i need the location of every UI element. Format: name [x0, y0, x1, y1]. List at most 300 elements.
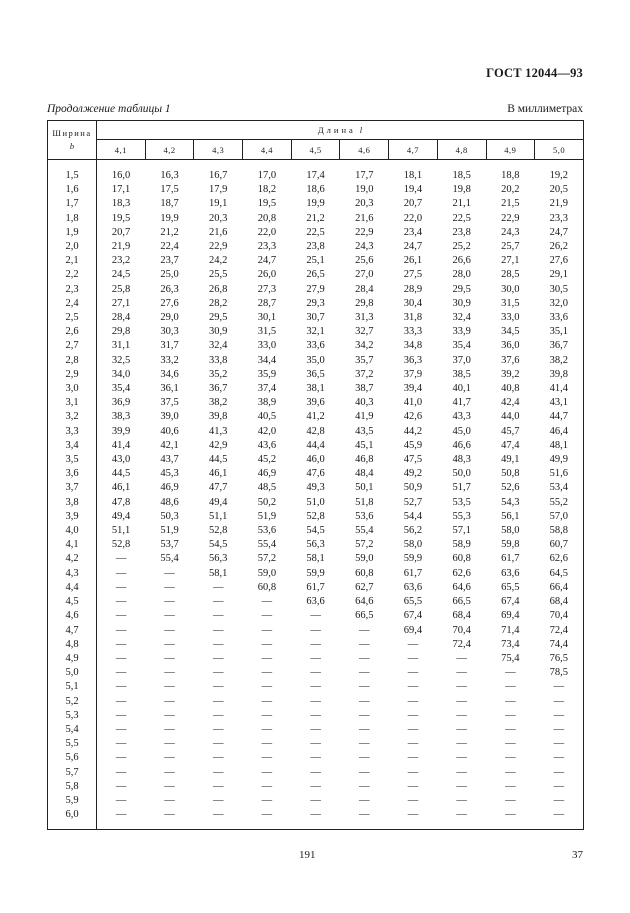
table-cell: 34,8: [403, 340, 423, 352]
table-cell: 69,4: [403, 624, 423, 636]
table-cell: 34,5: [501, 326, 520, 338]
table-cell: 54,5: [306, 525, 325, 537]
table-cell: 35,4: [452, 340, 471, 352]
table-row: [48, 808, 584, 822]
table-cell: 27,1: [501, 255, 520, 267]
table-cell: 53,6: [355, 510, 374, 522]
width-value: 2,4: [48, 297, 97, 311]
table-cell: 50,9: [403, 482, 423, 494]
table-row: [48, 581, 584, 595]
table-cell: 25,8: [111, 283, 131, 295]
table-cell: 25,6: [355, 255, 374, 267]
table-cell: —: [261, 709, 273, 721]
table-cell: 23,7: [160, 255, 179, 267]
table-cell: 70,4: [535, 609, 584, 623]
table-caption: Продолжение таблицы 1: [47, 103, 171, 115]
table-cell: 28,2: [209, 297, 228, 309]
table-cell: 33,9: [452, 326, 471, 338]
column-header: 4,6: [340, 140, 389, 160]
page-number-right: 37: [572, 849, 583, 861]
table-cell: 35,9: [257, 368, 277, 380]
table-cell: —: [505, 794, 516, 806]
table-cell: 24,5: [111, 269, 131, 281]
table-cell: 16,3: [160, 170, 179, 181]
table-cell: 38,1: [306, 383, 325, 395]
table-cell: 43,1: [535, 396, 584, 410]
table-cell: 51,9: [257, 510, 277, 522]
table-cell: 41,4: [535, 382, 584, 396]
table-cell: 21,9: [535, 197, 584, 211]
table-cell: —: [164, 709, 175, 721]
table-cell: 76,5: [535, 652, 584, 666]
table-cell: 30,3: [160, 326, 179, 338]
table-cell: 38,2: [535, 354, 584, 368]
width-value: 4,3: [48, 567, 97, 581]
table-cell: —: [261, 667, 273, 679]
table-cell: 55,4: [355, 525, 374, 537]
table-cell: —: [407, 638, 419, 650]
table-cell: 18,6: [306, 184, 325, 196]
table-cell: 45,0: [452, 425, 471, 437]
table-row: [48, 652, 584, 666]
table-cell: 44,5: [111, 468, 131, 480]
table-cell: 39,8: [209, 411, 228, 423]
table-cell: —: [212, 681, 224, 693]
table-cell: —: [359, 723, 370, 735]
table-cell: —: [164, 652, 175, 664]
table-cell: 56,3: [209, 553, 228, 565]
width-value: 5,0: [48, 666, 97, 680]
table-cell: 68,4: [535, 595, 584, 609]
table-cell: —: [164, 752, 175, 764]
table-cell: 36,1: [160, 383, 179, 395]
table-cell: 47,7: [209, 482, 228, 494]
table-cell: —: [505, 752, 516, 764]
table-cell: 52,8: [111, 539, 131, 551]
table-cell: 32,7: [355, 326, 374, 338]
table-cell: 37,2: [355, 368, 374, 380]
width-value: 4,7: [48, 624, 97, 638]
table-cell: 30,1: [257, 312, 277, 324]
table-cell: —: [164, 610, 175, 622]
table-cell: 49,3: [306, 482, 325, 494]
table-cell: 21,1: [452, 198, 471, 210]
column-header: 4,2: [145, 140, 194, 160]
table-cell: 66,4: [535, 581, 584, 595]
width-value: 2,3: [48, 283, 97, 297]
width-symbol: b: [69, 141, 75, 151]
table-cell: 21,2: [160, 226, 179, 238]
table-cell: 47,5: [403, 454, 423, 466]
table-cell: 46,6: [452, 439, 471, 451]
table-cell: 19,8: [452, 184, 471, 196]
width-value: 3,8: [48, 496, 97, 510]
width-value: 5,2: [48, 695, 97, 709]
table-cell: 61,7: [403, 567, 423, 579]
spacer-cell: [194, 822, 243, 830]
table-cell: —: [115, 610, 127, 622]
table-cell: —: [212, 581, 224, 593]
table-cell: 43,5: [355, 425, 374, 437]
table-cell: 68,4: [452, 610, 471, 622]
table-cell: —: [261, 723, 273, 735]
table-cell: —: [505, 766, 516, 778]
table-cell: 27,9: [306, 283, 325, 295]
table-cell: —: [407, 695, 419, 707]
table-cell: 29,5: [452, 283, 471, 295]
table-cell: —: [115, 553, 127, 565]
table-row: [48, 169, 584, 183]
table-cell: 21,2: [306, 212, 325, 224]
table-cell: —: [261, 766, 273, 778]
table-cell: —: [310, 652, 321, 664]
table-cell: 53,6: [257, 525, 277, 537]
table-cell: 16,7: [209, 170, 228, 181]
table-cell: 73,4: [501, 638, 520, 650]
width-value: 4,8: [48, 638, 97, 652]
table-cell: 38,3: [111, 411, 131, 423]
length-label: Длина: [317, 125, 356, 135]
table-cell: 32,5: [111, 354, 131, 366]
table-row: [48, 339, 584, 353]
table-cell: 20,3: [355, 198, 374, 210]
table-cell: —: [407, 809, 419, 821]
table-cell: —: [212, 652, 224, 664]
table-row: [48, 368, 584, 382]
table-cell: 26,6: [452, 255, 471, 267]
table-cell: —: [456, 738, 467, 750]
table-cell: 69,4: [501, 610, 520, 622]
table-cell: 35,2: [209, 368, 228, 380]
table-cell: 22,9: [355, 226, 374, 238]
table-cell: 52,6: [501, 482, 520, 494]
table-cell: 49,9: [535, 453, 584, 467]
table-cell: —: [535, 794, 584, 808]
spacer-cell: [437, 822, 486, 830]
table-cell: 22,4: [160, 241, 179, 253]
table-cell: —: [310, 809, 321, 821]
table-cell: 24,3: [355, 241, 374, 253]
table-cell: 33,6: [306, 340, 325, 352]
table-row: [48, 467, 584, 481]
table-cell: —: [505, 780, 516, 792]
table-cell: 26,1: [403, 255, 423, 267]
table-row: [48, 567, 584, 581]
table-cell: 60,8: [452, 553, 471, 565]
table-cell: —: [115, 780, 127, 792]
table-cell: 55,4: [160, 553, 179, 565]
table-cell: 36,7: [535, 339, 584, 353]
table-row: [48, 212, 584, 226]
table-cell: 39,9: [111, 425, 131, 437]
table-cell: —: [359, 780, 370, 792]
table-cell: —: [535, 695, 584, 709]
spacer-cell: [48, 160, 97, 170]
table-cell: 16,0: [111, 170, 131, 181]
table-cell: 67,4: [403, 610, 423, 622]
table-cell: 66,5: [452, 596, 471, 608]
table-cell: 55,3: [452, 510, 471, 522]
table-cell: —: [505, 723, 516, 735]
table-cell: 63,6: [403, 581, 423, 593]
table-row: [48, 680, 584, 694]
column-header: 4,8: [437, 140, 486, 160]
table-cell: —: [535, 723, 584, 737]
table-cell: 26,8: [209, 283, 228, 295]
table-cell: 63,6: [306, 596, 325, 608]
width-value: 4,0: [48, 524, 97, 538]
table-cell: —: [310, 624, 321, 636]
table-cell: 44,7: [535, 410, 584, 424]
table-cell: —: [310, 638, 321, 650]
table-cell: —: [359, 667, 370, 679]
table-cell: 58,9: [452, 539, 471, 551]
table-cell: 35,4: [111, 383, 131, 395]
table-cell: 42,8: [306, 425, 325, 437]
table-row: [48, 268, 584, 282]
spacer-cell: [340, 160, 389, 170]
table-cell: 45,2: [257, 454, 277, 466]
table-cell: 41,2: [306, 411, 325, 423]
table-cell: —: [359, 738, 370, 750]
table-cell: 33,3: [403, 326, 423, 338]
table-cell: 47,8: [111, 496, 131, 508]
table-cell: 24,7: [257, 255, 277, 267]
width-value: 3,5: [48, 453, 97, 467]
table-cell: 18,7: [160, 198, 179, 210]
table-cell: 60,7: [535, 538, 584, 552]
table-cell: 45,1: [355, 439, 374, 451]
table-cell: 21,9: [111, 241, 131, 253]
table-cell: 41,0: [403, 397, 423, 409]
column-header: 5,0: [535, 140, 584, 160]
table-cell: —: [164, 723, 175, 735]
width-value: 5,8: [48, 780, 97, 794]
table-cell: 18,1: [403, 170, 423, 181]
table-cell: 26,0: [257, 269, 277, 281]
table-cell: 27,0: [355, 269, 374, 281]
table-cell: 36,5: [306, 368, 325, 380]
table-cell: 65,5: [403, 596, 423, 608]
table-cell: 54,3: [501, 496, 520, 508]
table-cell: 61,7: [501, 553, 520, 565]
table-cell: —: [407, 723, 419, 735]
table-cell: 45,9: [403, 439, 423, 451]
table-cell: 47,6: [306, 468, 325, 480]
table-cell: 42,1: [160, 439, 179, 451]
table-cell: 25,2: [452, 241, 471, 253]
table-cell: 26,3: [160, 283, 179, 295]
table-cell: 50,8: [501, 468, 520, 480]
width-value: 5,3: [48, 709, 97, 723]
table-cell: 19,0: [355, 184, 374, 196]
table-cell: 57,2: [257, 553, 277, 565]
table-row: [48, 453, 584, 467]
table-row: [48, 751, 584, 765]
spacer-cell: [535, 160, 584, 170]
table-cell: 64,6: [452, 581, 471, 593]
table-cell: 21,5: [501, 198, 520, 210]
table-cell: —: [456, 709, 467, 721]
table-cell: 19,1: [209, 198, 228, 210]
table-cell: —: [456, 681, 467, 693]
width-value: 4,1: [48, 538, 97, 552]
table-cell: —: [310, 667, 321, 679]
table-cell: 48,5: [257, 482, 277, 494]
width-value: 5,9: [48, 794, 97, 808]
table-cell: 50,1: [355, 482, 374, 494]
table-cell: —: [359, 766, 370, 778]
width-value: 3,4: [48, 439, 97, 453]
table-cell: —: [407, 738, 419, 750]
table-cell: —: [310, 752, 321, 764]
table-cell: 23,3: [535, 212, 584, 226]
spacer-cell: [486, 160, 535, 170]
table-cell: —: [456, 780, 467, 792]
table-cell: 30,5: [535, 283, 584, 297]
length-symbol: l: [359, 125, 363, 135]
table-cell: 51,1: [111, 525, 131, 537]
table-cell: 25,5: [209, 269, 228, 281]
table-cell: 40,5: [257, 411, 277, 423]
table-cell: 63,6: [501, 567, 520, 579]
width-value: 2,8: [48, 354, 97, 368]
table-cell: 62,6: [452, 567, 471, 579]
table-cell: —: [115, 766, 127, 778]
table-cell: 34,6: [160, 368, 179, 380]
column-header: 4,1: [97, 140, 146, 160]
table-cell: 28,4: [111, 312, 131, 324]
width-value: 3,3: [48, 425, 97, 439]
table-cell: 19,5: [111, 212, 131, 224]
table-cell: —: [261, 638, 273, 650]
table-cell: 29,5: [209, 312, 228, 324]
table-cell: —: [261, 610, 273, 622]
table-cell: 32,1: [306, 326, 325, 338]
width-value: 2,5: [48, 311, 97, 325]
table-spacer-row: [48, 160, 584, 170]
table-cell: —: [164, 567, 175, 579]
table-cell: 58,1: [306, 553, 325, 565]
dimensions-table: [47, 120, 584, 830]
table-cell: —: [407, 752, 419, 764]
width-value: 4,9: [48, 652, 97, 666]
table-cell: 43,6: [257, 439, 277, 451]
table-row: [48, 510, 584, 524]
table-cell: 75,4: [501, 652, 520, 664]
table-row: [48, 709, 584, 723]
table-cell: —: [359, 709, 370, 721]
table-cell: 23,2: [111, 255, 131, 267]
table-cell: 18,2: [257, 184, 277, 196]
table-cell: 23,3: [257, 241, 277, 253]
table-cell: 58,0: [403, 539, 423, 551]
table-cell: 33,0: [257, 340, 277, 352]
table-row: [48, 595, 584, 609]
table-cell: 30,4: [403, 297, 423, 309]
width-value: 5,7: [48, 766, 97, 780]
table-cell: —: [407, 652, 419, 664]
table-cell: 74,4: [535, 638, 584, 652]
table-cell: 45,3: [160, 468, 179, 480]
table-cell: 46,1: [111, 482, 131, 494]
table-cell: —: [212, 667, 224, 679]
table-cell: 22,0: [257, 226, 277, 238]
table-cell: 48,1: [535, 439, 584, 453]
table-cell: 46,9: [160, 482, 179, 494]
table-cell: 31,8: [403, 312, 423, 324]
table-row: [48, 496, 584, 510]
table-cell: 45,7: [501, 425, 520, 437]
spacer-cell: [437, 160, 486, 170]
table-cell: 62,6: [535, 552, 584, 566]
table-cell: 59,0: [257, 567, 277, 579]
table-row: [48, 382, 584, 396]
table-cell: 17,1: [111, 184, 131, 196]
table-cell: 33,8: [209, 354, 228, 366]
table-cell: —: [359, 624, 370, 636]
table-cell: —: [115, 624, 127, 636]
table-row: [48, 524, 584, 538]
table-cell: 38,2: [209, 397, 228, 409]
table-cell: 36,9: [111, 397, 131, 409]
table-cell: 53,4: [535, 481, 584, 495]
table-cell: 23,8: [452, 226, 471, 238]
width-value: 5,6: [48, 751, 97, 765]
table-cell: 78,5: [535, 666, 584, 680]
table-cell: 51,9: [160, 525, 179, 537]
table-row: [48, 311, 584, 325]
table-cell: 36,0: [501, 340, 520, 352]
table-cell: 60,8: [355, 567, 374, 579]
table-cell: —: [212, 610, 224, 622]
table-cell: —: [115, 695, 127, 707]
table-cell: 20,7: [111, 226, 131, 238]
table-cell: 47,4: [501, 439, 520, 451]
table-cell: 33,0: [501, 312, 520, 324]
width-value: 2,9: [48, 368, 97, 382]
table-cell: 72,4: [452, 638, 471, 650]
table-cell: 30,7: [306, 312, 325, 324]
width-value: 4,6: [48, 609, 97, 623]
table-cell: —: [407, 709, 419, 721]
table-cell: 66,5: [355, 610, 374, 622]
table-row: [48, 325, 584, 339]
table-cell: 22,5: [452, 212, 471, 224]
table-cell: 30,0: [501, 283, 520, 295]
table-cell: 18,3: [111, 198, 131, 210]
table-cell: —: [115, 752, 127, 764]
table-cell: —: [115, 681, 127, 693]
table-cell: 31,3: [355, 312, 374, 324]
table-cell: 29,8: [355, 297, 374, 309]
units-note: В миллиметрах: [507, 103, 583, 115]
table-cell: 46,0: [306, 454, 325, 466]
table-row: [48, 794, 584, 808]
table-cell: 57,0: [535, 510, 584, 524]
width-value: 4,5: [48, 595, 97, 609]
table-cell: 20,7: [403, 198, 423, 210]
table-cell: 19,9: [306, 198, 325, 210]
table-cell: —: [359, 695, 370, 707]
table-cell: 44,4: [306, 439, 325, 451]
table-cell: 31,5: [501, 297, 520, 309]
width-value: 3,6: [48, 467, 97, 481]
table-cell: 20,8: [257, 212, 277, 224]
table-row: [48, 552, 584, 566]
table-cell: —: [359, 681, 370, 693]
table-cell: 29,3: [306, 297, 325, 309]
